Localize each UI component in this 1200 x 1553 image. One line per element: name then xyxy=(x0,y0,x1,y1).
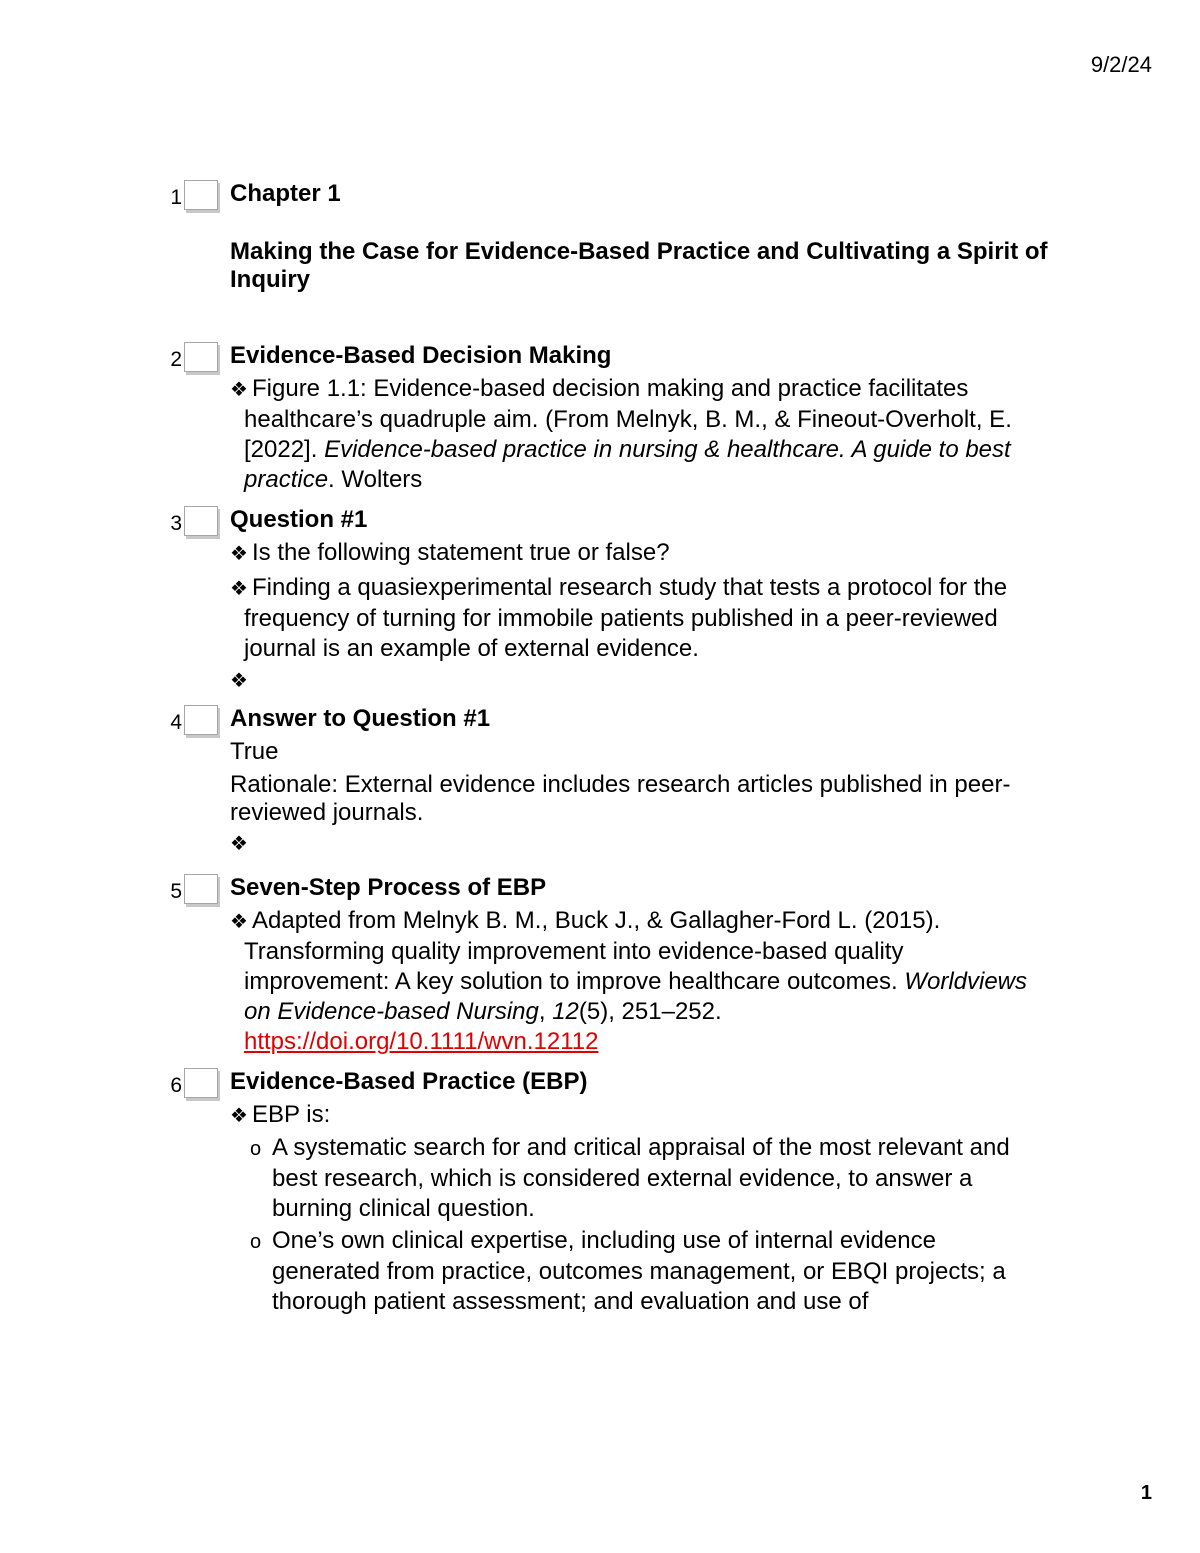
slide-body xyxy=(230,342,1050,495)
bullet-item xyxy=(230,538,1050,569)
slide-title: Chapter 1 xyxy=(230,180,341,207)
bullet-text: Finding a quasiexperimental research study that tests a protocol for the frequency of turning for immobile patients published in a peer-reviewed journal is an example of external evidence. xyxy=(244,574,1008,662)
diamond-bullet-icon: ❖ xyxy=(230,578,248,600)
slide-subtitle: Making the Case for Evidence-Based Practice and Cultivating a Spirit of Inquiry xyxy=(230,238,1048,293)
rationale-text: Rationale: External evidence includes research articles published in peer-reviewed journals. xyxy=(230,771,1011,826)
sub-bullet-item xyxy=(250,1226,1050,1317)
slide-thumbnail-box xyxy=(184,342,218,372)
slide-thumbnail-box xyxy=(184,874,218,904)
slide-title: Seven-Step Process of EBP xyxy=(230,874,547,901)
sub-bullet-item xyxy=(250,1133,1050,1224)
journal-title: Worldviews on Evidence-based Nursing xyxy=(244,968,1028,1025)
page-date: 9/2/24 xyxy=(1090,52,1152,77)
slide-body xyxy=(230,705,1050,859)
page-number: 1 xyxy=(1140,1482,1152,1504)
slide-title: Evidence-Based Practice (EBP) xyxy=(230,1068,588,1095)
sub-bullet-text: A systematic search for and critical appraisal of the most relevant and best research, which is considered external evidence, to answer a burning clinical question. xyxy=(272,1134,1010,1222)
doi-link[interactable]: https://doi.org/10.1111/wvn.12112 xyxy=(244,1028,599,1055)
slide-body xyxy=(230,1068,1050,1317)
empty-bullet xyxy=(230,829,1050,859)
slide-body xyxy=(230,506,1050,696)
journal-volume: 12 xyxy=(552,998,579,1025)
slide-thumbnail-box xyxy=(184,1068,218,1098)
circle-bullet-icon: o xyxy=(250,1231,262,1253)
citation-title: Evidence-based practice in nursing & healthcare. A guide to best practice xyxy=(244,436,1011,493)
slide-thumbnail-box xyxy=(184,506,218,536)
slide-title: Answer to Question #1 xyxy=(230,705,491,732)
slide-number: 5 xyxy=(170,880,182,903)
diamond-bullet-icon: ❖ xyxy=(230,1105,248,1127)
slide-thumbnail-box xyxy=(184,705,218,735)
bullet-text: Adapted from Melnyk B. M., Buck J., & Gallagher-Ford L. (2015). Transforming quality improvement into evidence-based quality improvement: A key solution to improve healthcare outcomes. xyxy=(244,907,941,995)
diamond-bullet-icon: ❖ xyxy=(230,543,248,565)
circle-bullet-icon: o xyxy=(250,1138,262,1160)
bullet-item xyxy=(230,374,1050,495)
diamond-bullet-icon: ❖ xyxy=(230,833,248,855)
answer-text: True xyxy=(230,738,279,765)
bullet-text: EBP is: xyxy=(252,1101,331,1128)
slide-body xyxy=(230,874,1050,1057)
slide-body xyxy=(230,180,1050,294)
diamond-bullet-icon: ❖ xyxy=(230,379,248,401)
slide-number: 4 xyxy=(170,711,182,734)
bullet-item xyxy=(230,573,1050,664)
slide-number: 2 xyxy=(170,348,182,371)
slide-number: 1 xyxy=(170,186,182,209)
slide-title: Question #1 xyxy=(230,506,368,533)
sub-bullet-text: One’s own clinical expertise, including use of internal evidence generated from practice, outcomes management, or EBQI projects; a thorough patient assessment; and evaluation and use of xyxy=(272,1227,1006,1315)
slide-number: 6 xyxy=(170,1074,182,1097)
bullet-text: (5), 251–252. xyxy=(578,998,722,1025)
diamond-bullet-icon: ❖ xyxy=(230,911,248,933)
bullet-text: , xyxy=(538,998,553,1025)
bullet-item xyxy=(230,1100,1050,1131)
slide-title: Evidence-Based Decision Making xyxy=(230,342,612,369)
empty-bullet xyxy=(230,666,1050,696)
slide-number: 3 xyxy=(170,512,182,535)
bullet-text: Is the following statement true or false? xyxy=(252,539,670,566)
bullet-text: Figure 1.1: Evidence-based decision making and practice facilitates healthcare’s quadruple aim. (From Melnyk, B. M., & Fineout-Overholt, E. [2022]. xyxy=(244,375,1012,463)
bullet-item xyxy=(230,906,1050,1057)
bullet-text: . Wolters xyxy=(328,466,423,493)
slide-thumbnail-box xyxy=(184,180,218,210)
diamond-bullet-icon: ❖ xyxy=(230,670,248,692)
